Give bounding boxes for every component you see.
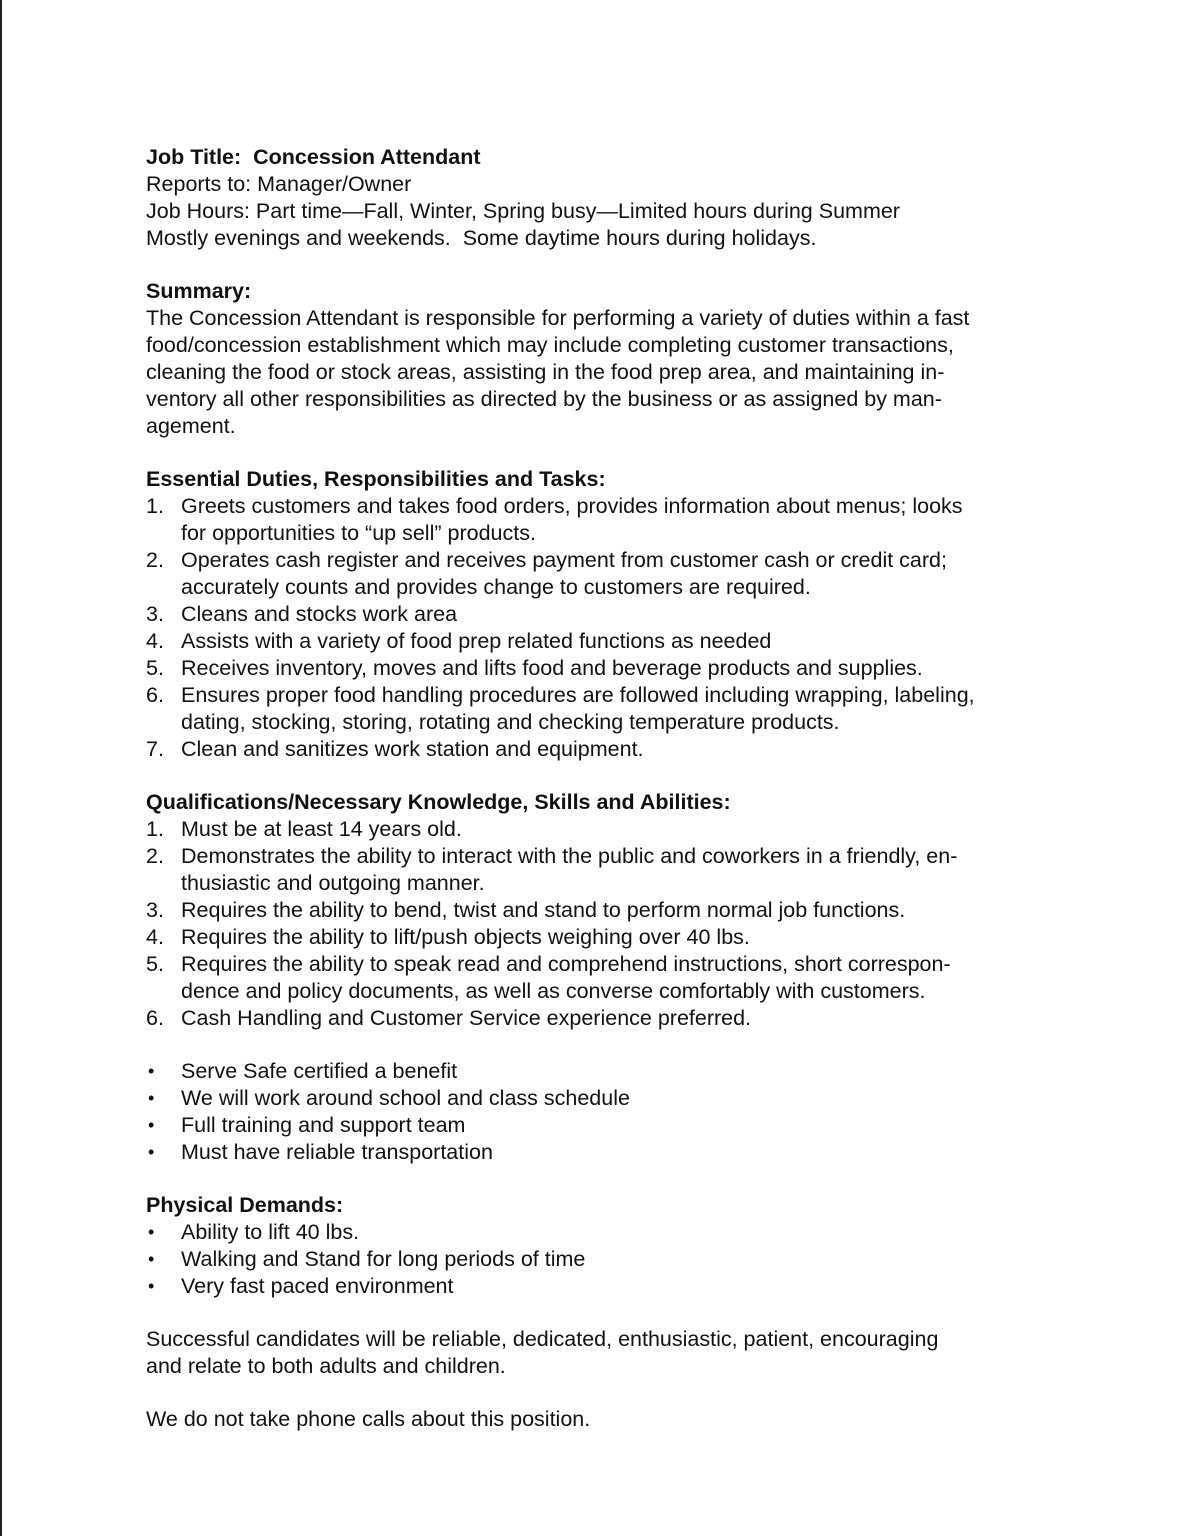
qualifications-section: [146, 789, 1051, 1032]
qualification-item: [146, 897, 1051, 924]
duty-line: Receives inventory, moves and lifts food and beverage products and supplies.: [181, 656, 923, 680]
qualification-item: [146, 816, 1051, 843]
qualification-line: Requires the ability to speak read and comprehend instructions, short correspon-: [181, 952, 951, 976]
qualification-line: Demonstrates the ability to interact with the public and coworkers in a friendly, en-: [181, 844, 958, 868]
duty-line: for opportunities to “up sell” products.: [181, 521, 536, 545]
duty-line: Greets customers and takes food orders, provides information about menus; looks: [181, 494, 963, 518]
physical-demand-item: [146, 1246, 1051, 1273]
benefits-section: [146, 1058, 1051, 1166]
benefit-item: [146, 1058, 1051, 1085]
physical-demands-heading: Physical Demands:: [146, 1193, 344, 1217]
qualifications-heading: Qualifications/Necessary Knowledge, Skills and Abilities:: [146, 790, 731, 814]
duty-item: [146, 547, 1051, 601]
benefit-item: [146, 1112, 1051, 1139]
duty-item: [146, 601, 1051, 628]
physical-demand-text: Ability to lift 40 lbs.: [181, 1220, 360, 1244]
duties-list: [146, 493, 1051, 763]
physical-demand-text: Very fast paced environment: [181, 1274, 454, 1298]
physical-demand-item: [146, 1219, 1051, 1246]
summary-heading: Summary:: [146, 279, 252, 303]
qualification-item: [146, 951, 1051, 1005]
qualification-number: 5.: [146, 952, 164, 976]
closing-section: [146, 1326, 1051, 1380]
job-title-line: [146, 144, 1051, 171]
candidates-line: Successful candidates will be reliable, dedicated, enthusiastic, patient, encouraging: [146, 1327, 939, 1351]
qualification-number: 4.: [146, 925, 164, 949]
duty-line: Ensures proper food handling procedures are followed including wrapping, labeling,: [181, 683, 975, 707]
duty-line: Cleans and stocks work area: [181, 602, 458, 626]
duty-item: [146, 655, 1051, 682]
job-description-document: [146, 144, 1051, 1433]
candidates-line: and relate to both adults and children.: [146, 1354, 506, 1378]
duty-item: [146, 682, 1051, 736]
summary-line: agement.: [146, 414, 236, 438]
physical-demand-item: [146, 1273, 1051, 1300]
duty-number: 1.: [146, 494, 164, 518]
benefit-text: Serve Safe certified a benefit: [181, 1059, 458, 1083]
duties-section: [146, 466, 1051, 763]
bullet-icon: •: [148, 1276, 155, 1296]
job-title-value: Concession Attendant: [253, 145, 481, 169]
qualification-line: Requires the ability to lift/push objects weighing over 40 lbs.: [181, 925, 750, 949]
duty-line: dating, stocking, storing, rotating and checking temperature products.: [181, 710, 840, 734]
no-calls-note: We do not take phone calls about this position.: [146, 1407, 591, 1431]
qualification-number: 6.: [146, 1006, 164, 1030]
bullet-icon: •: [148, 1088, 155, 1108]
qualification-number: 2.: [146, 844, 164, 868]
qualification-item: [146, 1005, 1051, 1032]
summary-line: cleaning the food or stock areas, assisting in the food prep area, and maintaining in-: [146, 360, 945, 384]
duty-number: 2.: [146, 548, 164, 572]
summary-line: food/concession establishment which may include completing customer transactions,: [146, 333, 954, 357]
duties-heading: Essential Duties, Responsibilities and Tasks:: [146, 467, 606, 491]
job-title-label: Job Title:: [146, 145, 242, 169]
duty-number: 5.: [146, 656, 164, 680]
qualification-line: Cash Handling and Customer Service experience preferred.: [181, 1006, 752, 1030]
qualification-item: [146, 843, 1051, 897]
duty-item: [146, 736, 1051, 763]
benefit-text: Full training and support team: [181, 1113, 466, 1137]
duty-number: 3.: [146, 602, 164, 626]
bullet-icon: •: [148, 1061, 155, 1081]
bullet-icon: •: [148, 1249, 155, 1269]
page-edge: [0, 0, 2, 1536]
summary-line: The Concession Attendant is responsible for performing a variety of duties within a fast: [146, 306, 970, 330]
duty-line: Assists with a variety of food prep related functions as needed: [181, 629, 772, 653]
qualification-number: 3.: [146, 898, 164, 922]
qualification-number: 1.: [146, 817, 164, 841]
duty-number: 4.: [146, 629, 164, 653]
no-calls-section: [146, 1406, 1051, 1433]
duty-item: [146, 628, 1051, 655]
qualification-line: Must be at least 14 years old.: [181, 817, 462, 841]
job-hours: Job Hours: Part time—Fall, Winter, Spring busy—Limited hours during Summer: [146, 199, 900, 223]
benefit-text: We will work around school and class schedule: [181, 1086, 630, 1110]
qualification-line: dence and policy documents, as well as converse comfortably with customers.: [181, 979, 926, 1003]
qualification-line: thusiastic and outgoing manner.: [181, 871, 485, 895]
duty-line: Operates cash register and receives payment from customer cash or credit card;: [181, 548, 947, 572]
reports-to: Reports to: Manager/Owner: [146, 172, 412, 196]
physical-demands-section: [146, 1192, 1051, 1300]
schedule-note: Mostly evenings and weekends. Some daytime hours during holidays.: [146, 226, 817, 250]
bullet-icon: •: [148, 1115, 155, 1135]
physical-demand-text: Walking and Stand for long periods of time: [181, 1247, 586, 1271]
duty-number: 6.: [146, 683, 164, 707]
qualification-item: [146, 924, 1051, 951]
qualification-line: Requires the ability to bend, twist and stand to perform normal job functions.: [181, 898, 906, 922]
summary-section: [146, 278, 1051, 440]
bullet-icon: •: [148, 1222, 155, 1242]
benefit-item: [146, 1139, 1051, 1166]
bullet-icon: •: [148, 1142, 155, 1162]
summary-line: ventory all other responsibilities as directed by the business or as assigned by man-: [146, 387, 942, 411]
benefits-list: [146, 1058, 1051, 1166]
duty-item: [146, 493, 1051, 547]
duty-line: Clean and sanitizes work station and equipment.: [181, 737, 644, 761]
physical-demands-list: [146, 1219, 1051, 1300]
duty-line: accurately counts and provides change to customers are required.: [181, 575, 811, 599]
header-block: [146, 144, 1051, 252]
qualifications-list: [146, 816, 1051, 1032]
benefit-text: Must have reliable transportation: [181, 1140, 493, 1164]
duty-number: 7.: [146, 737, 164, 761]
benefit-item: [146, 1085, 1051, 1112]
